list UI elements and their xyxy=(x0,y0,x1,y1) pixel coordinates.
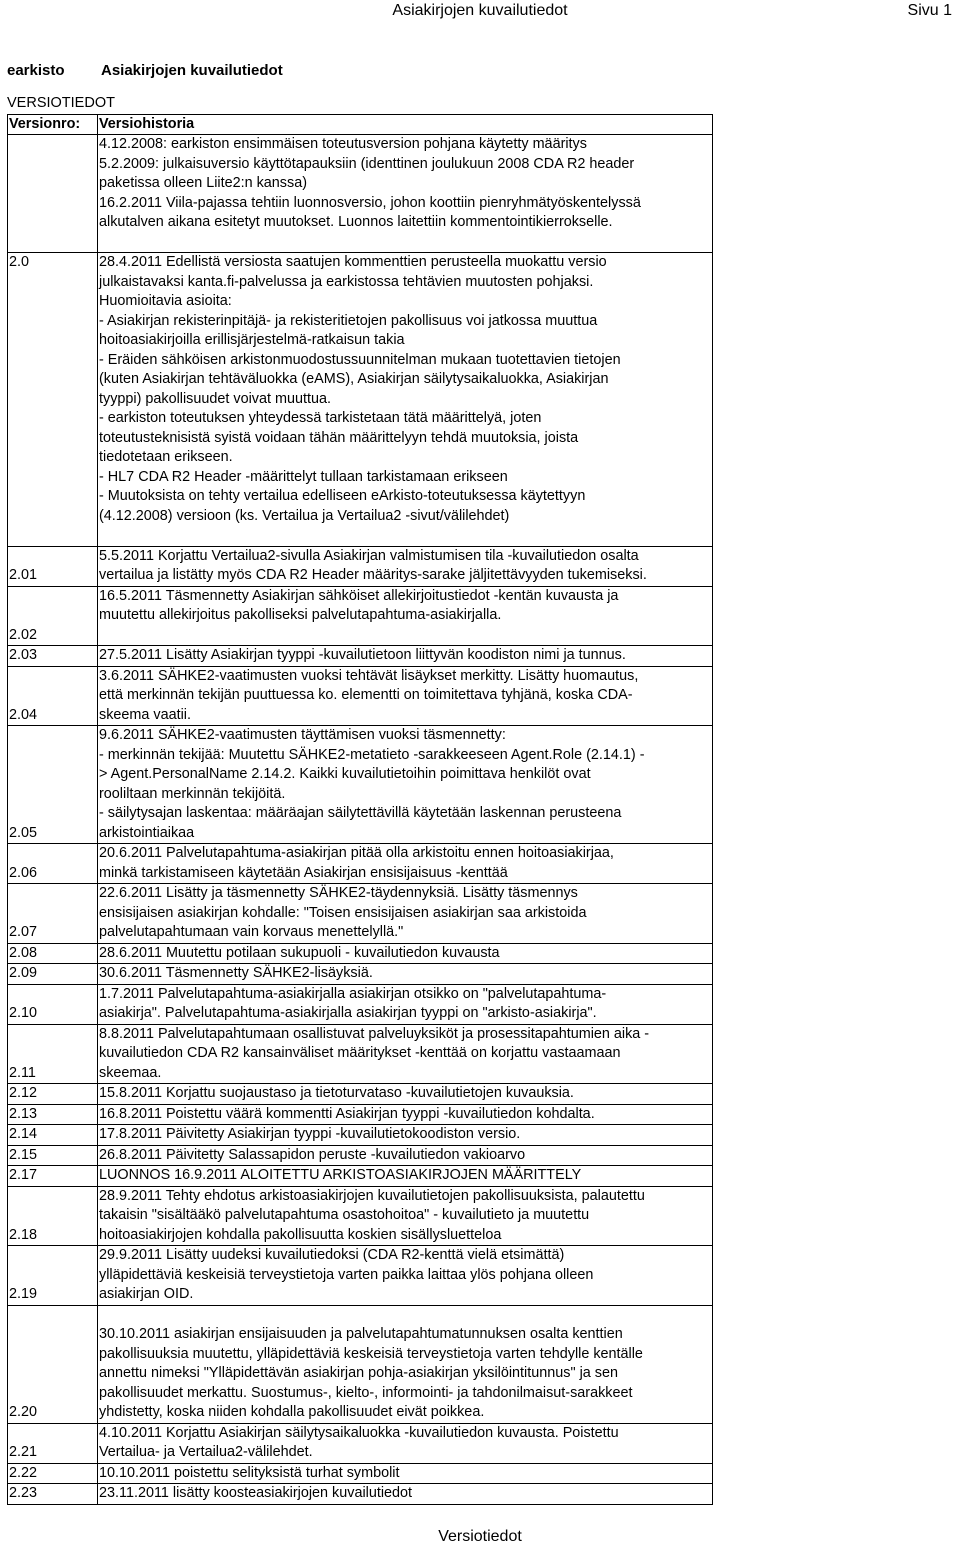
table-row xyxy=(8,1104,713,1125)
description-line: rooliltaan merkinnän tekijöitä. xyxy=(99,785,286,802)
description-line: arkistointiaikaa xyxy=(99,824,195,841)
table-row xyxy=(8,646,713,667)
description-line: 5.2.2009: julkaisuversio käyttötapauksiin (identtinen joulukuun 2008 CDA R2 header xyxy=(99,155,635,172)
description-line: asiakirja". Palvelutapahtuma-asiakirjalla asiakirjan tyyppi on "arkisto-asiakirja". xyxy=(99,1005,597,1021)
description-line: ylläpidettäviä keskeisiä terveystietoja varten paikka laittaa ylös pohjana olleen xyxy=(99,1266,594,1283)
description-line: 16.8.2011 Poistettu väärä kommentti Asiakirjan tyyppi -kuvailutiedon kohdalta. xyxy=(99,1105,595,1122)
description-line: toteutusteknisistä syistä voidaan tähän määrittelyyn tehdä muutoksia, joista xyxy=(99,429,579,446)
version-number: 2.05 xyxy=(8,726,98,844)
description-line: - Eräiden sähköisen arkistonmuodostussuunnitelman mukaan tuotettavien tietojen xyxy=(99,351,621,368)
description-line: LUONNOS 16.9.2011 ALOITETTU ARKISTOASIAKIRJOJEN MÄÄRITTELY xyxy=(99,1167,582,1183)
document-title-row xyxy=(7,60,710,82)
description-line: julkaistavaksi kanta.fi-palvelussa ja earkistossa tehtävien muutosten pohjaksi. xyxy=(99,273,594,290)
description-line: - säilytysajan laskentaa: määräajan säilytettävillä käytetään laskennan perusteena xyxy=(99,805,622,821)
version-description xyxy=(98,586,713,646)
table-row xyxy=(8,1423,713,1463)
description-line: 9.6.2011 SÄHKE2-vaatimusten täyttämisen vuoksi täsmennetty: xyxy=(99,727,506,743)
column-header-history: Versiohistoria xyxy=(98,114,713,135)
description-line: - earkiston toteutuksen yhteydessä tarkistetaan tätä määrittelyä, joten xyxy=(99,410,542,426)
version-number: 2.20 xyxy=(8,1305,98,1423)
version-description xyxy=(98,1305,713,1423)
description-line: kuvailutiedon CDA R2 kansainväliset määritykset -kenttää on korjattu vastaamaan xyxy=(99,1045,621,1061)
description-line: minkä tarkistamiseen käytetään Asiakirjan ensisijaisuus -kenttää xyxy=(99,864,508,881)
description-line: annettu nimeksi "Ylläpidettävän asiakirjan pohja-asiakirjan yksilöintitunnus" ja sen xyxy=(99,1365,618,1381)
version-number: 2.19 xyxy=(8,1246,98,1306)
description-line xyxy=(99,233,711,253)
version-number: 2.02 xyxy=(8,586,98,646)
version-description xyxy=(98,1024,713,1084)
version-number: 2.14 xyxy=(8,1125,98,1146)
description-line: 4.12.2008: earkiston ensimmäisen toteutusversion pohjana käytetty määritys xyxy=(99,136,587,152)
description-line: ensisijaisen asiakirjan kohdalle: "Toisen ensisijaisen asiakirjan saa arkistoida xyxy=(99,904,587,921)
description-line: pakollisuudet merkattu. Suostumus-, kielto-, informointi- ja tahdonilmaisut-sarakkeet xyxy=(99,1384,633,1401)
description-line: 22.6.2011 Lisätty ja täsmennetty SÄHKE2-täydennyksiä. Lisätty täsmennys xyxy=(99,885,578,901)
document-body xyxy=(7,60,710,1505)
version-description xyxy=(98,1246,713,1306)
table-row xyxy=(8,943,713,964)
description-line xyxy=(99,1306,711,1326)
version-number: 2.13 xyxy=(8,1104,98,1125)
description-line: 17.8.2011 Päivitetty Asiakirjan tyyppi -kuvailutietokoodiston versio. xyxy=(99,1126,521,1142)
description-line: Huomioitavia asioita: xyxy=(99,293,232,309)
version-description xyxy=(98,1084,713,1105)
table-row xyxy=(8,666,713,726)
version-description xyxy=(98,646,713,667)
version-description xyxy=(98,726,713,844)
description-line: että merkinnän tekijän puuttuessa ko. elementti on toimitettava tyhjänä, koska CDA- xyxy=(99,687,633,703)
description-line: 1.7.2011 Palvelutapahtuma-asiakirjalla asiakirjan otsikko on "palvelutapahtuma- xyxy=(99,985,607,1002)
version-number: 2.21 xyxy=(8,1423,98,1463)
table-row xyxy=(8,1024,713,1084)
version-description xyxy=(98,1166,713,1187)
description-line xyxy=(99,626,711,646)
page-footer: Versiotiedot xyxy=(438,1528,522,1545)
version-number: 2.04 xyxy=(8,666,98,726)
version-number: 2.0 xyxy=(8,253,98,547)
description-line: 23.11.2011 lisätty koosteasiakirjojen kuvailutiedot xyxy=(99,1485,413,1501)
table-header-row xyxy=(8,114,713,135)
description-line: 16.2.2011 Viila-pajassa tehtiin luonnosversio, johon koottiin pienryhmätyöskentelyssä xyxy=(99,194,641,211)
version-description xyxy=(98,1186,713,1246)
table-row xyxy=(8,1186,713,1246)
description-line: 27.5.2011 Lisätty Asiakirjan tyyppi -kuvailutietoon liittyvän koodiston nimi ja tunnus. xyxy=(99,647,626,663)
version-description xyxy=(98,135,713,253)
description-line: 26.8.2011 Päivitetty Salassapidon peruste -kuvailutiedon vakioarvo xyxy=(99,1146,526,1163)
description-line: tiedotetaan erikseen. xyxy=(99,449,233,465)
description-line: pakollisuuksia muutettu, ylläpidettäviä keskeisiä terveystietoja varten tehdylle kentälle xyxy=(99,1345,643,1362)
description-line: (kuten Asiakirjan tehtäväluokka (eAMS), Asiakirjan säilytysaikaluokka, Asiakirjan xyxy=(99,371,609,387)
version-description xyxy=(98,253,713,547)
description-line: alkutalven aikana esitetyt muutokset. Luonnos laitettiin kommentointikierrokselle. xyxy=(99,214,613,230)
version-description xyxy=(98,984,713,1024)
description-line: 3.6.2011 SÄHKE2-vaatimusten vuoksi tehtävät lisäykset merkitty. Lisätty huomautus, xyxy=(99,667,639,684)
page-number: Sivu 1 xyxy=(907,2,952,19)
description-line xyxy=(99,526,711,546)
description-line: 20.6.2011 Palvelutapahtuma-asiakirjan pitää olla arkistoitu ennen hoitoasiakirjaa, xyxy=(99,845,614,861)
version-number: 2.12 xyxy=(8,1084,98,1105)
version-number: 2.10 xyxy=(8,984,98,1024)
description-line: skeemaa. xyxy=(99,1064,162,1081)
description-line: skeema vaatii. xyxy=(99,706,191,723)
description-line: 28.9.2011 Tehty ehdotus arkistoasiakirjojen kuvailutietojen pakollisuuksista, palautettu xyxy=(99,1187,645,1204)
version-number: 2.22 xyxy=(8,1463,98,1484)
description-line: Vertailua- ja Vertailua2-välilehdet. xyxy=(99,1444,313,1460)
description-line: paketissa olleen Liite2:n kanssa) xyxy=(99,175,307,191)
description-line: - Muutoksista on tehty vertailua edelliseen eArkisto-toteutuksessa käytettyyn xyxy=(99,488,586,504)
description-line: 30.10.2011 asiakirjan ensijaisuuden ja palvelutapahtumatunnuksen osalta kenttien xyxy=(99,1326,623,1342)
version-description xyxy=(98,1125,713,1146)
version-history-table xyxy=(7,114,713,1505)
table-row xyxy=(8,546,713,586)
table-row xyxy=(8,726,713,844)
version-number xyxy=(8,135,98,253)
version-description xyxy=(98,546,713,586)
description-line: 5.5.2011 Korjattu Vertailua2-sivulla Asiakirjan valmistumisen tila -kuvailutiedon osalta xyxy=(99,547,639,564)
description-line: 15.8.2011 Korjattu suojaustaso ja tietoturvataso -kuvailutietojen kuvauksia. xyxy=(99,1085,574,1101)
description-line: - Asiakirjan rekisterinpitäjä- ja rekisteritietojen pakollisuus voi jatkossa muuttua xyxy=(99,312,598,329)
version-number: 2.01 xyxy=(8,546,98,586)
table-row xyxy=(8,1125,713,1146)
description-line: takaisin "sisältääkö palvelutapahtuma osastohoitoa" - kuvailutieto ja muutettu xyxy=(99,1207,590,1223)
version-number: 2.11 xyxy=(8,1024,98,1084)
table-row xyxy=(8,586,713,646)
org-name: earkisto xyxy=(7,62,65,79)
description-line: 28.4.2011 Edellistä versiosta saatujen kommenttien perusteella muokattu versio xyxy=(99,254,607,270)
version-description xyxy=(98,1423,713,1463)
description-line: 8.8.2011 Palvelutapahtumaan osallistuvat palveluyksiköt ja prosessitapahtumien aika - xyxy=(99,1025,650,1042)
version-description xyxy=(98,1463,713,1484)
table-row xyxy=(8,1166,713,1187)
description-line: 28.6.2011 Muutettu potilaan sukupuoli - kuvailutiedon kuvausta xyxy=(99,944,500,961)
table-row xyxy=(8,884,713,944)
version-number: 2.08 xyxy=(8,943,98,964)
page-header-title: Asiakirjojen kuvailutiedot xyxy=(392,2,568,19)
description-line: 10.10.2011 poistettu selityksistä turhat symbolit xyxy=(99,1464,400,1481)
version-number: 2.18 xyxy=(8,1186,98,1246)
version-description xyxy=(98,1145,713,1166)
version-number: 2.15 xyxy=(8,1145,98,1166)
table-row xyxy=(8,844,713,884)
description-line: yhdistetty, koska niiden kohdalla pakollisuudet eivät poikkea. xyxy=(99,1404,485,1420)
description-line: palvelutapahtumaan vain korvaus menettelyllä." xyxy=(99,924,404,940)
column-header-version: Versionro: xyxy=(8,114,98,135)
version-number: 2.03 xyxy=(8,646,98,667)
description-line: 16.5.2011 Täsmennetty Asiakirjan sähköiset allekirjoitustiedot -kentän kuvausta ja xyxy=(99,587,619,604)
description-line: 30.6.2011 Täsmennetty SÄHKE2-lisäyksiä. xyxy=(99,965,373,981)
table-row xyxy=(8,1145,713,1166)
version-description xyxy=(98,844,713,884)
table-row xyxy=(8,135,713,253)
description-line: hoitoasiakirjoilla erillisjärjestelmä-ratkaisun takia xyxy=(99,332,405,348)
version-description xyxy=(98,666,713,726)
version-description xyxy=(98,943,713,964)
description-line: muutettu allekirjoitus pakolliseksi palvelutapahtuma-asiakirjalla. xyxy=(99,607,502,623)
version-number: 2.07 xyxy=(8,884,98,944)
version-number: 2.23 xyxy=(8,1484,98,1505)
version-description xyxy=(98,964,713,985)
description-line: > Agent.PersonalName 2.14.2. Kaikki kuvailutietoihin poimittava henkilöt ovat xyxy=(99,766,591,782)
table-row xyxy=(8,1463,713,1484)
table-row xyxy=(8,1084,713,1105)
version-number: 2.09 xyxy=(8,964,98,985)
description-line: - HL7 CDA R2 Header -määrittelyt tullaan tarkistamaan erikseen xyxy=(99,468,508,485)
table-row xyxy=(8,984,713,1024)
description-line: - merkinnän tekijää: Muutettu SÄHKE2-metatieto -sarakkeeseen Agent.Role (2.14.1) - xyxy=(99,746,645,763)
table-row xyxy=(8,964,713,985)
description-line: 29.9.2011 Lisätty uudeksi kuvailutiedoksi (CDA R2-kenttä vielä etsimättä) xyxy=(99,1247,565,1263)
table-row xyxy=(8,253,713,547)
document-title: Asiakirjojen kuvailutiedot xyxy=(101,62,283,79)
version-description xyxy=(98,1104,713,1125)
version-description xyxy=(98,1484,713,1505)
description-line: asiakirjan OID. xyxy=(99,1286,194,1302)
section-title: VERSIOTIEDOT xyxy=(7,95,115,111)
table-row xyxy=(8,1484,713,1505)
version-number: 2.06 xyxy=(8,844,98,884)
description-line: (4.12.2008) versioon (ks. Vertailua ja Vertailua2 -sivut/välilehdet) xyxy=(99,507,510,524)
description-line: 4.10.2011 Korjattu Asiakirjan säilytysaikaluokka -kuvailutiedon kuvausta. Poistettu xyxy=(99,1424,619,1441)
version-description xyxy=(98,884,713,944)
description-line: hoitoasiakirjojen kohdalla pakollisuutta koskien sisällysluetteloa xyxy=(99,1226,502,1243)
description-line: tyyppi) pakollisuudet voivat muuttua. xyxy=(99,390,331,407)
table-row xyxy=(8,1305,713,1423)
version-number: 2.17 xyxy=(8,1166,98,1187)
description-line: vertailua ja listätty myös CDA R2 Header määritys-sarake jäljitettävyyden tukemiseksi. xyxy=(99,567,647,583)
table-row xyxy=(8,1246,713,1306)
